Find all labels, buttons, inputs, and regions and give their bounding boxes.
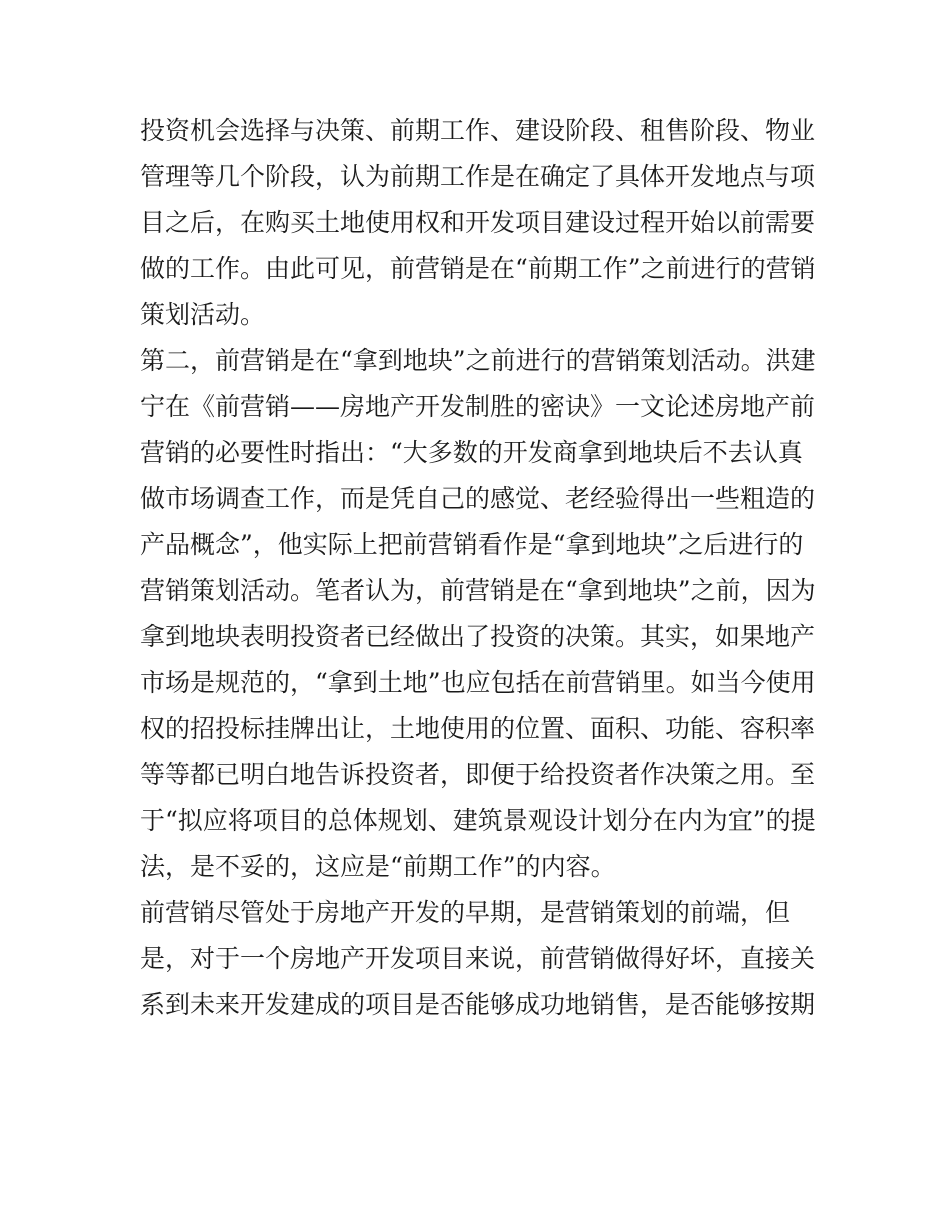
text-line: 策划活动。 bbox=[140, 300, 266, 329]
body-text bbox=[140, 108, 820, 1028]
text-line: 等等都已明白地告诉投资者，即便于给投资者作决策之用。至 bbox=[140, 760, 816, 789]
text-line: 营销策划活动。笔者认为，前营销是在“拿到地块”之前，因为 bbox=[140, 576, 816, 605]
text-line: 投资机会选择与决策、前期工作、建设阶段、租售阶段、物业 bbox=[140, 116, 816, 145]
text-line: 权的招投标挂牌出让，土地使用的位置、面积、功能、容积率 bbox=[140, 714, 816, 743]
text-line: 于“拟应将项目的总体规划、建筑景观设计划分在内为宜”的提 bbox=[140, 806, 816, 835]
text-line: 做市场调查工作，而是凭自己的感觉、老经验得出一些粗造的 bbox=[140, 484, 816, 513]
text-line: 宁在《前营销——房地产开发制胜的密诀》一文论述房地产前 bbox=[140, 392, 816, 421]
text-line: 管理等几个阶段，认为前期工作是在确定了具体开发地点与项 bbox=[140, 162, 816, 191]
text-line: 产品概念”，他实际上把前营销看作是“拿到地块”之后进行的 bbox=[140, 530, 804, 559]
text-line: 法，是不妥的，这应是“前期工作”的内容。 bbox=[140, 852, 616, 881]
text-line: 目之后，在购买土地使用权和开发项目建设过程开始以前需要 bbox=[140, 208, 816, 237]
text-line: 是，对于一个房地产开发项目来说，前营销做得好坏，直接关 bbox=[140, 944, 816, 973]
text-line: 市场是规范的，“拿到土地”也应包括在前营销里。如当今使用 bbox=[140, 668, 816, 697]
text-line: 第二，前营销是在“拿到地块”之前进行的营销策划活动。洪建 bbox=[140, 346, 816, 375]
text-line: 拿到地块表明投资者已经做出了投资的决策。其实，如果地产 bbox=[140, 622, 816, 651]
text-line: 做的工作。由此可见，前营销是在“前期工作”之前进行的营销 bbox=[140, 254, 816, 283]
text-line: 前营销尽管处于房地产开发的早期，是营销策划的前端，但 bbox=[140, 898, 791, 927]
text-line: 系到未来开发建成的项目是否能够成功地销售，是否能够按期 bbox=[140, 990, 816, 1019]
text-line: 营销的必要性时指出：“大多数的开发商拿到地块后不去认真 bbox=[140, 438, 803, 467]
